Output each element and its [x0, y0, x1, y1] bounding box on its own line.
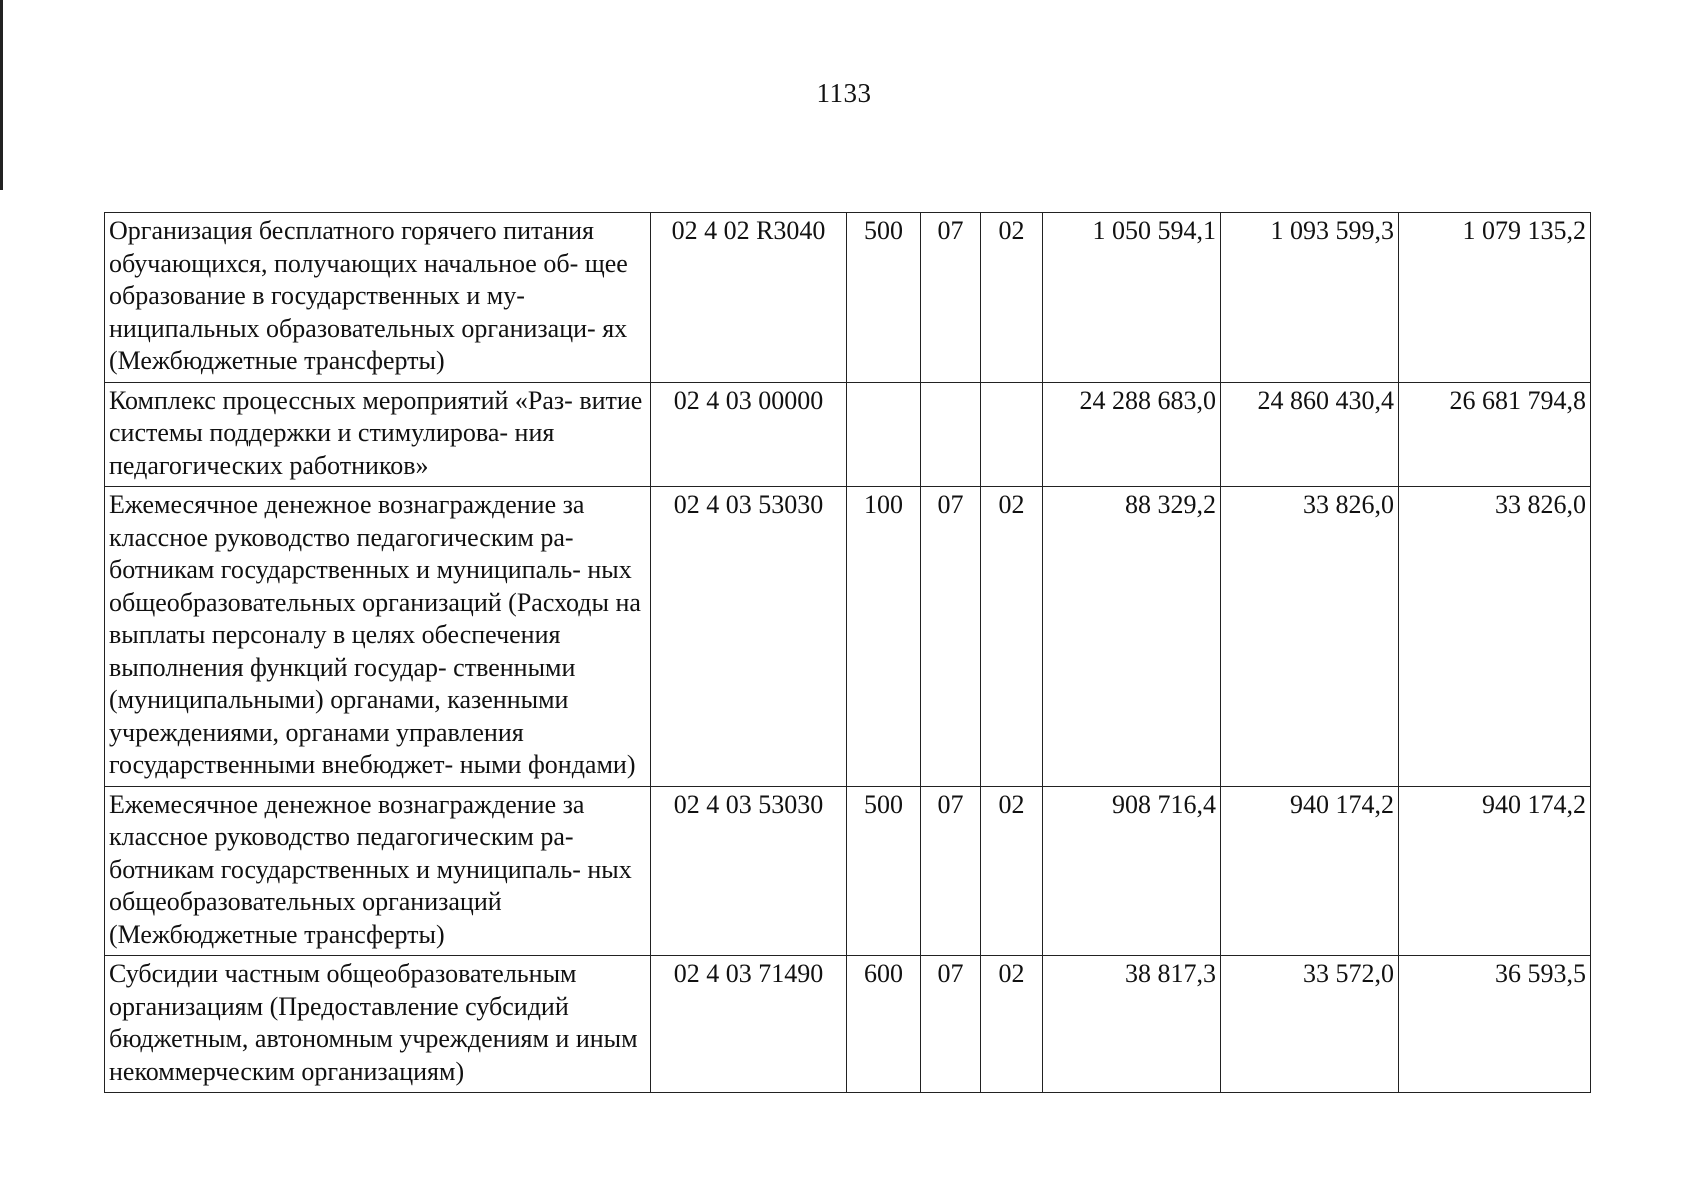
- amount-year-1: 908 716,4: [1043, 786, 1221, 956]
- target-article-code: 02 4 03 00000: [651, 382, 847, 487]
- amount-year-3: 940 174,2: [1399, 786, 1591, 956]
- amount-year-3: 33 826,0: [1399, 487, 1591, 787]
- section-code: 07: [921, 786, 981, 956]
- subsection-code: 02: [981, 786, 1043, 956]
- subsection-code: 02: [981, 956, 1043, 1093]
- row-description: Комплекс процессных мероприятий «Раз- витие системы поддержки и стимулирова- ния педагогических работников»: [105, 382, 651, 487]
- amount-year-3: 36 593,5: [1399, 956, 1591, 1093]
- target-article-code: 02 4 02 R3040: [651, 213, 847, 383]
- section-code: 07: [921, 213, 981, 383]
- table-row: [105, 382, 1591, 487]
- table-row: [105, 213, 1591, 383]
- budget-table: [104, 212, 1591, 1093]
- subsection-code: 02: [981, 487, 1043, 787]
- amount-year-2: 33 826,0: [1221, 487, 1399, 787]
- amount-year-1: 88 329,2: [1043, 487, 1221, 787]
- section-code: [921, 382, 981, 487]
- expense-type-code: 100: [847, 487, 921, 787]
- expense-type-code: 500: [847, 786, 921, 956]
- amount-year-2: 940 174,2: [1221, 786, 1399, 956]
- amount-year-3: 26 681 794,8: [1399, 382, 1591, 487]
- subsection-code: [981, 382, 1043, 487]
- table-row: [105, 487, 1591, 787]
- section-code: 07: [921, 487, 981, 787]
- expense-type-code: 600: [847, 956, 921, 1093]
- table-row: [105, 956, 1591, 1093]
- target-article-code: 02 4 03 53030: [651, 786, 847, 956]
- amount-year-2: 33 572,0: [1221, 956, 1399, 1093]
- amount-year-1: 1 050 594,1: [1043, 213, 1221, 383]
- row-description: Субсидии частным общеобразовательным организациям (Предоставление субсидий бюджетным, автономным учреждениям и иным некоммерческим организациям): [105, 956, 651, 1093]
- section-code: 07: [921, 956, 981, 1093]
- subsection-code: 02: [981, 213, 1043, 383]
- row-description: Ежемесячное денежное вознаграждение за классное руководство педагогическим ра- ботникам государственных и муниципаль- ных общеобразовательных организаций (Межбюджетные трансферты): [105, 786, 651, 956]
- amount-year-1: 38 817,3: [1043, 956, 1221, 1093]
- amount-year-1: 24 288 683,0: [1043, 382, 1221, 487]
- target-article-code: 02 4 03 53030: [651, 487, 847, 787]
- table-row: [105, 786, 1591, 956]
- row-description: Организация бесплатного горячего питания обучающихся, получающих начальное об- щее образование в государственных и му- ниципальных образовательных организаци- ях (Межбюджетные трансферты): [105, 213, 651, 383]
- expense-type-code: [847, 382, 921, 487]
- amount-year-3: 1 079 135,2: [1399, 213, 1591, 383]
- row-description: Ежемесячное денежное вознаграждение за классное руководство педагогическим ра- ботникам государственных и муниципаль- ных общеобразовательных организаций (Расходы на выплаты персоналу в целях обеспечения выполнения функций государ- ственными (муниципальными) органами, казенными учреждениями, органами управления государственными внебюджет- ными фондами): [105, 487, 651, 787]
- amount-year-2: 24 860 430,4: [1221, 382, 1399, 487]
- page-number: 1133: [816, 78, 872, 108]
- target-article-code: 02 4 03 71490: [651, 956, 847, 1093]
- expense-type-code: 500: [847, 213, 921, 383]
- amount-year-2: 1 093 599,3: [1221, 213, 1399, 383]
